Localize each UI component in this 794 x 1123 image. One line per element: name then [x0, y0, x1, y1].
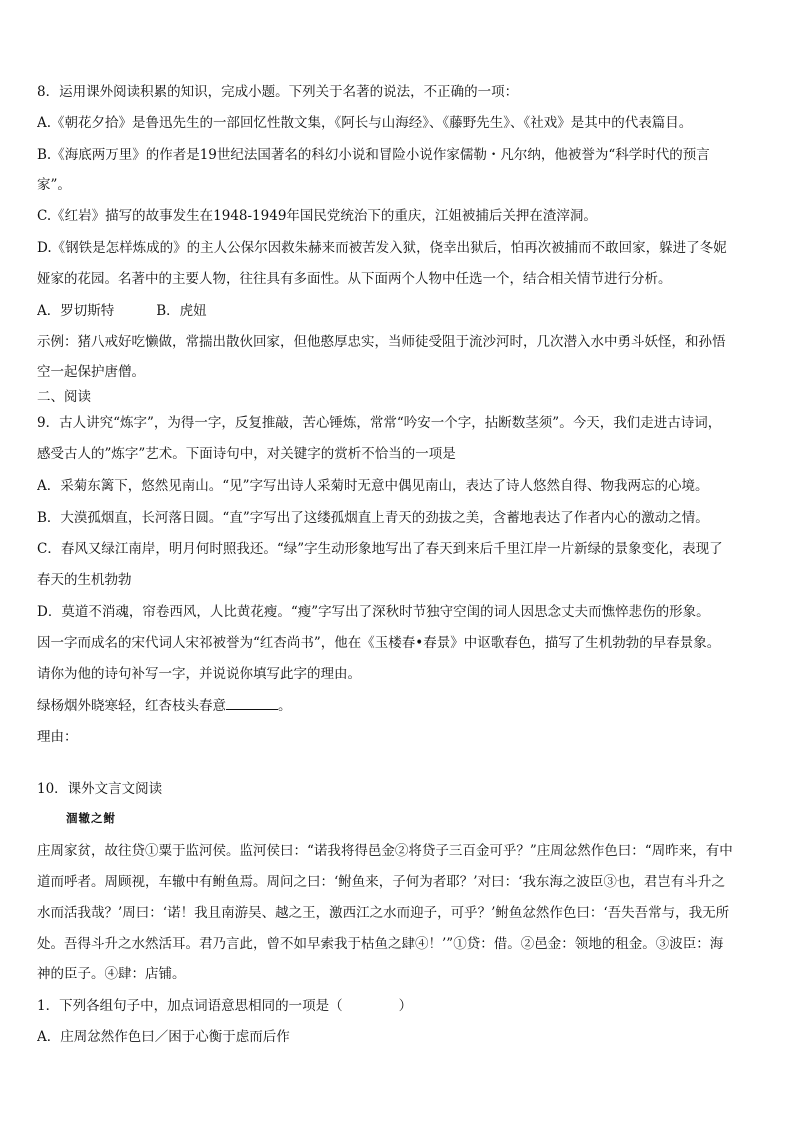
sub1-text: 1．下列各组句子中，加点词语意思相同的一项是（ [37, 998, 343, 1014]
sub1-close: ） [398, 998, 413, 1014]
choice-b: B．虎妞 [156, 303, 207, 319]
q9-option-d: D．莫道不消魂，帘卷西风，人比黄花瘦。“瘦”字写出了深秋时节独守空闺的词人因思念丈夫而憔悴悲伤的形象。 [37, 604, 710, 620]
poem-end: 。 [278, 698, 292, 714]
passage-line2: 道而呼者。周顾视，车辙中有鲋鱼焉。周问之曰：‘鲋鱼来，子何为者耶？’对曰：‘我东海之波臣③也，君岂有斗升之 [37, 874, 725, 890]
passage-line4: 处。吾得斗升之水然活耳。君乃言此，曾不如早索我于枯鱼之肆④！’”①贷：借。②邑金：领地的租金。③波臣：海 [37, 936, 724, 952]
choice-a: A．罗切斯特 [37, 303, 115, 319]
passage-line1: 庄周家贫，故往贷①粟于监河侯。监河侯曰：“诺我将得邑金②将贷子三百金可乎？”庄周忿然作色曰：“周昨来，有中 [37, 843, 733, 859]
q9-prompt-line2: 请你为他的诗句补写一字，并说说你填写此字的理由。 [37, 666, 361, 682]
q9-option-c-line1: C．春风又绿江南岸，明月何时照我还。“绿”字生动形象地写出了春天到来后千里江岸一片新绿的景象变化，表现了 [37, 541, 723, 557]
q8-option-b-line2: 家”。 [37, 177, 71, 193]
passage-line3: 水而活我哉？’周曰：‘诺！我且南游吴、越之王，激西江之水而迎子，可乎？’鲋鱼忿然作色曰：‘吾失吾常与，我无所 [37, 905, 730, 921]
q9-stem-line2: 感受古人的”炼字”艺术。下面诗句中，对关键字的赏析不恰当的一项是 [37, 446, 456, 462]
q8-example-line1: 示例：猪八戒好吃懒做，常揣出散伙回家，但他憨厚忠实，当师徒受阻于流沙河时，几次潜入水中勇斗妖怪，和孙悟 [37, 334, 726, 350]
q9-stem-line1: 9．古人讲究“炼字”，为得一字，反复推敲，苦心锤炼，常常“吟安一个字，拈断数茎须”。今天，我们走进古诗词， [37, 415, 722, 431]
section-heading: 二、阅读 [37, 389, 91, 405]
answer-blank[interactable] [226, 697, 278, 710]
q9-prompt-line1: 因一字而成名的宋代词人宋祁被誉为“红杏尚书”，他在《玉楼春•春景》中讴歌春色，描写了生机勃勃的早春景象。 [37, 635, 721, 651]
q8-option-d-line2: 娅家的花园。名著中的主要人物，往往具有多面性。从下面两个人物中任选一个，结合相关情节进行分析。 [37, 271, 672, 287]
q9-option-b: B．大漠孤烟直，长河落日圆。“直”字写出了这缕孤烟直上青天的劲拔之美，含蓄地表达了作者内心的激动之情。 [37, 510, 709, 526]
q8-stem: 8．运用课外阅读积累的知识，完成小题。下列关于名著的说法，不正确的一项： [37, 84, 519, 100]
q9-poem-line [37, 696, 759, 716]
passage-title: 涸辙之鲋 [66, 811, 116, 825]
passage-line5: 神的臣子。④肆：店铺。 [37, 966, 186, 982]
q8-character-choices [37, 301, 759, 321]
q10-title: 10．课外文言文阅读 [37, 781, 163, 797]
q9-option-c-line2: 春天的生机勃勃 [37, 572, 132, 588]
q9-option-a: A．采菊东篱下，悠然见南山。“见”字写出诗人采菊时无意中偶见南山，表达了诗人悠然自得、物我两忘的心境。 [37, 478, 709, 494]
q8-option-b-line1: B.《海底两万里》的作者是19世纪法国著名的科幻小说和冒险小说作家儒勒・凡尔纳，他被誉为“科学时代的预言 [37, 147, 710, 163]
q10-sub1-option-a: A．庄周忿然作色曰／困于心衡于虑而后作 [37, 1029, 290, 1045]
q8-option-d-line1: D.《钢铁是怎样炼成的》的主人公保尔因救朱赫来而被苦发入狱，侥幸出狱后，怕再次被捕而不敢回家，躲进了冬妮 [37, 240, 727, 256]
poem-text: 绿杨烟外晓寒轻，红杏枝头春意 [37, 698, 226, 714]
q10-sub1-stem [37, 996, 759, 1016]
q8-option-c: C.《红岩》描写的故事发生在1948-1949年国民党统治下的重庆，江姐被捕后关押在渣滓洞。 [37, 208, 597, 224]
q8-example-line2: 空一起保护唐僧。 [37, 364, 145, 380]
q8-option-a: A.《朝花夕拾》是鲁迅先生的一部回忆性散文集，《阿长与山海经》、《藤野先生》、《社戏》是其中的代表篇目。 [37, 115, 693, 131]
q9-reason-label: 理由： [37, 729, 78, 745]
